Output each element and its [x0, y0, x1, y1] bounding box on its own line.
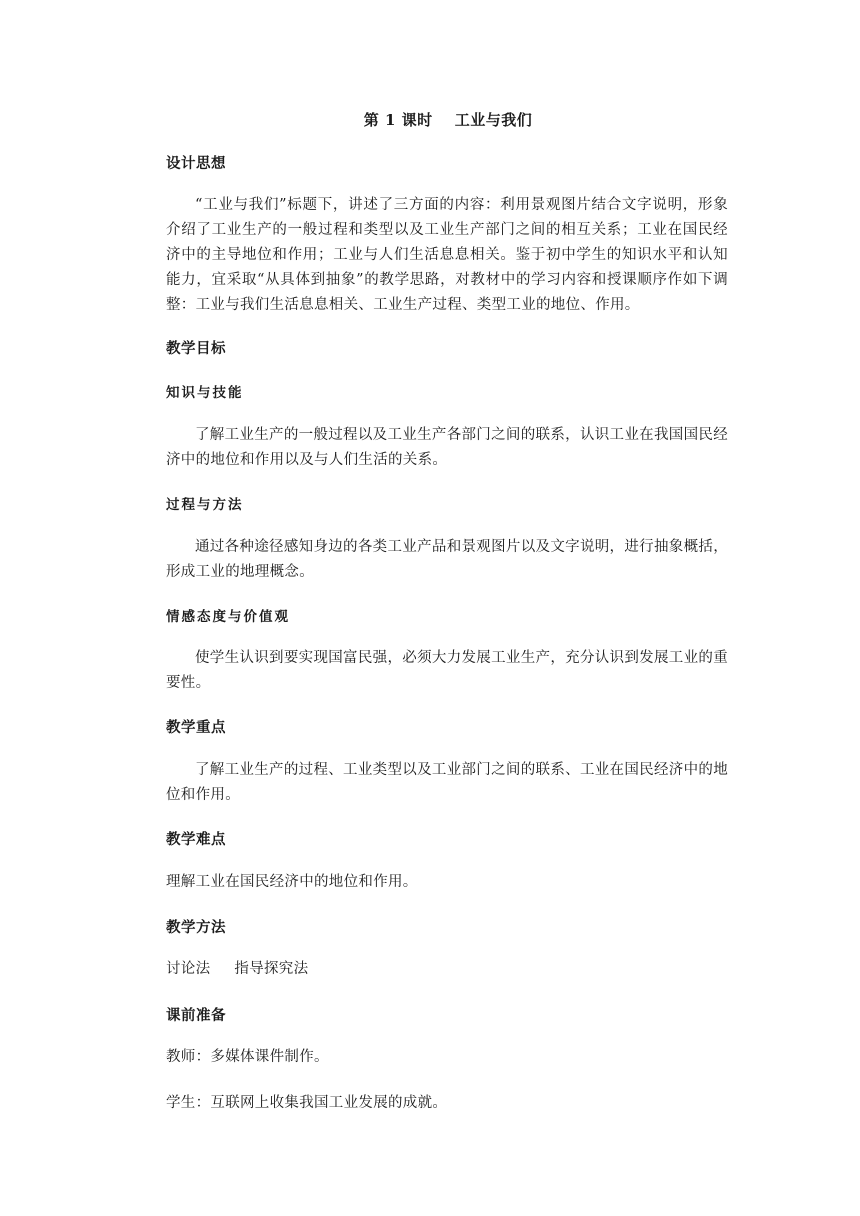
method-item: 指导探究法 [234, 961, 309, 977]
objectives-heading: 教学目标 [166, 340, 226, 357]
keypoints-heading: 教学重点 [166, 719, 226, 736]
design-paragraph: “工业与我们”标题下，讲述了三方面的内容：利用景观图片结合文字说明，形象介绍了工业生产的一般过程和类型以及工业生产部门之间的相互关系；工业在国民经济中的主导地位和作用；工业与人们生活息息相关。鉴于初中学生的知识水平和认知能力，宜采取“从具体到抽象”的教学思路，对教材中的学习内容和授课顺序作如下调整：工业与我们生活息息相关、工业生产过程、类型工业的地位、作用。 [166, 197, 728, 313]
difficulty-heading: 教学难点 [166, 831, 226, 848]
knowledge-heading: 知识与技能 [166, 385, 244, 401]
preparation-student: 学生：互联网上收集我国工业发展的成就。 [166, 1095, 448, 1111]
methods-list [166, 957, 728, 982]
emotion-paragraph: 使学生认识到要实现国富民强，必须大力发展工业生产，充分认识到发展工业的重要性。 [166, 650, 728, 691]
design-heading: 设计思想 [166, 155, 226, 172]
preparation-teacher: 教师：多媒体课件制作。 [166, 1049, 329, 1065]
emotion-heading: 情感态度与价值观 [166, 609, 290, 625]
process-heading: 过程与方法 [166, 497, 244, 513]
page-title [0, 109, 860, 130]
difficulty-paragraph: 理解工业在国民经济中的地位和作用。 [166, 874, 418, 890]
knowledge-paragraph: 了解工业生产的一般过程以及工业生产各部门之间的联系，认识工业在我国国民经济中的地位和作用以及与人们生活的关系。 [166, 427, 728, 468]
keypoints-paragraph: 了解工业生产的过程、工业类型以及工业部门之间的联系、工业在国民经济中的地位和作用。 [166, 762, 728, 803]
lesson-topic: 工业与我们 [454, 111, 533, 129]
process-paragraph: 通过各种途径感知身边的各类工业产品和景观图片以及文字说明，进行抽象概括，形成工业的地理概念。 [166, 539, 728, 580]
lesson-number: 第 1 课时 [363, 111, 433, 129]
preparation-heading: 课前准备 [166, 1007, 226, 1024]
methods-heading: 教学方法 [166, 919, 226, 936]
method-item: 讨论法 [166, 961, 211, 977]
